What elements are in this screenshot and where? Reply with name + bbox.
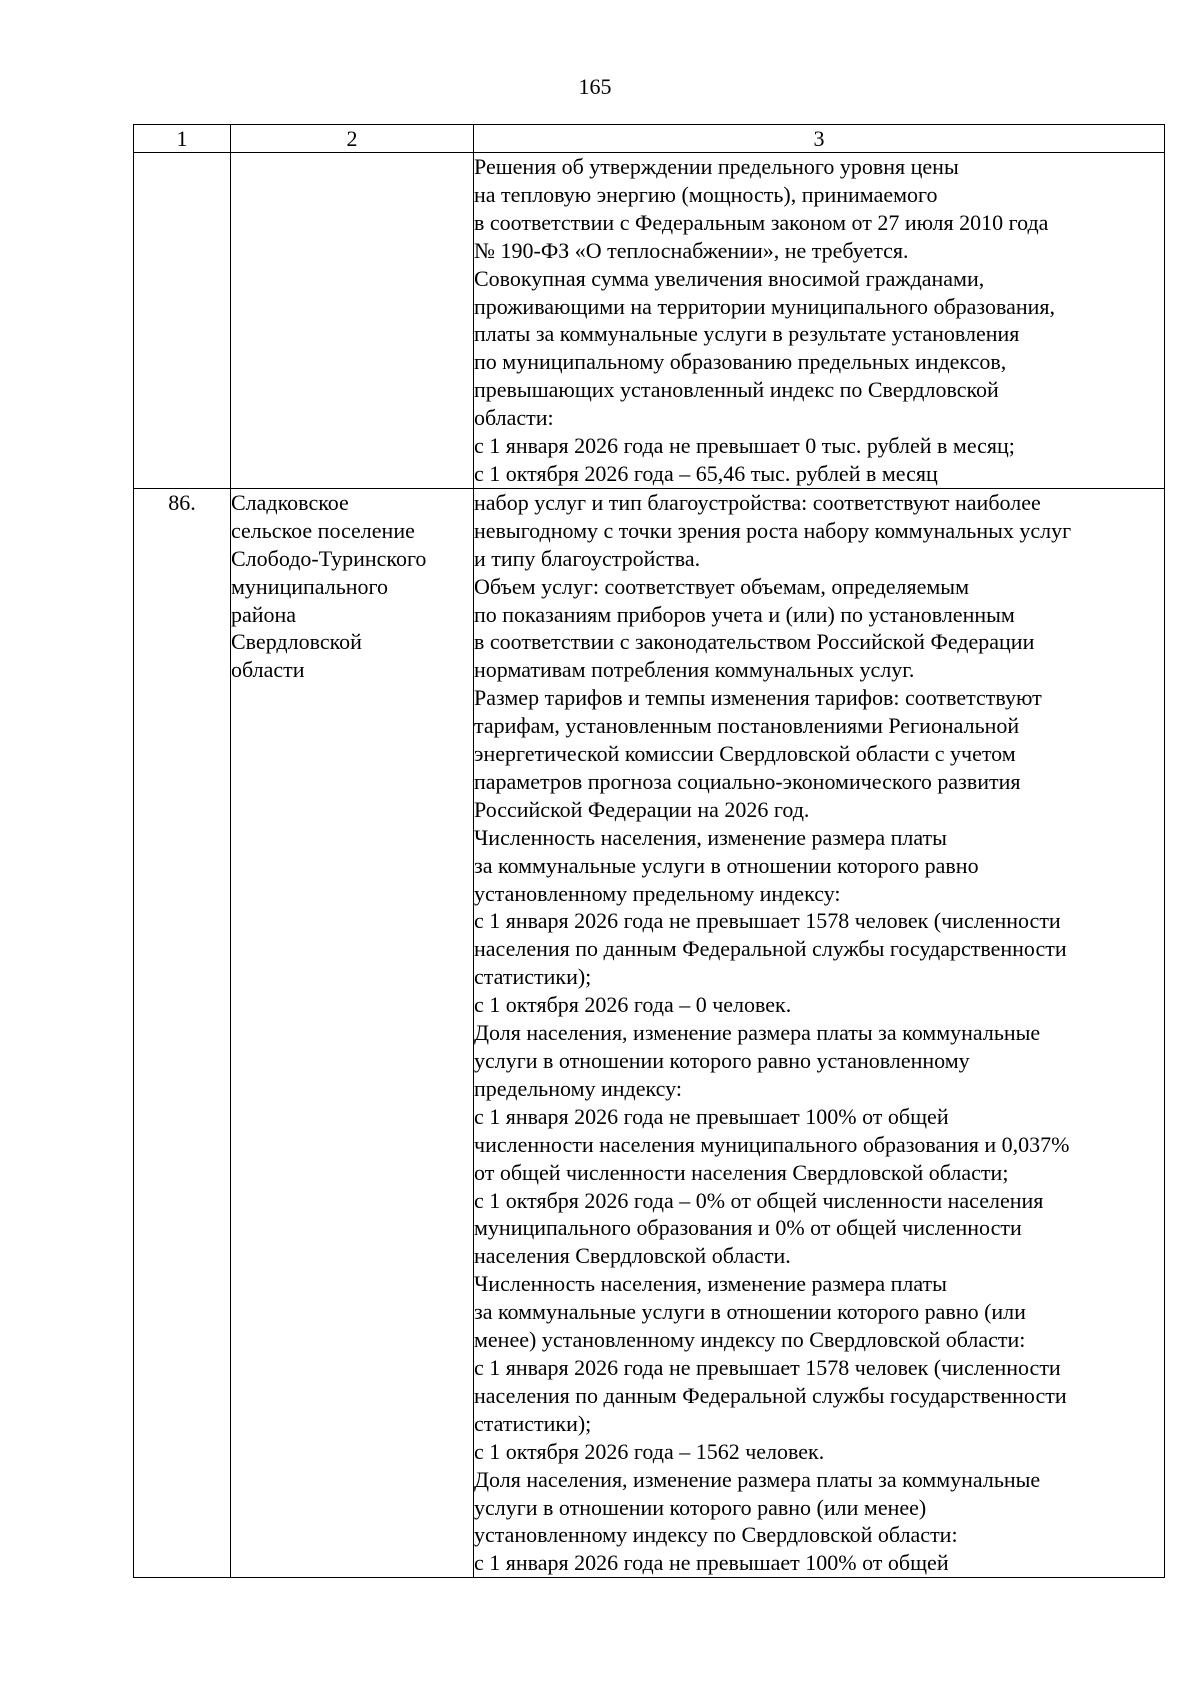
description-cell	[474, 153, 1165, 489]
text-line: предельному индексу:	[474, 1075, 682, 1101]
text-line: от общей численности населения Свердловской области;	[474, 1159, 1009, 1185]
text-line: Российской Федерации на 2026 год.	[474, 796, 810, 822]
text-line: населения по данным Федеральной службы государственности	[474, 1382, 1067, 1408]
text-line: с 1 октября 2026 года – 1562 человек.	[474, 1438, 825, 1464]
text-line: с 1 октября 2026 года – 0% от общей численности населения	[474, 1187, 1044, 1213]
text-line: области:	[474, 405, 554, 431]
text-line: Решения об утверждении предельного уровня цены	[474, 154, 959, 179]
text-line: Слободо-Туринского	[231, 545, 427, 571]
text-line: энергетической комиссии Свердловской области с учетом	[474, 741, 1016, 767]
text-line: установленному предельному индексу:	[474, 880, 841, 906]
text-line: Доля населения, изменение размера платы за коммунальные	[474, 1466, 1041, 1492]
text-line: невыгодному с точки зрения роста набору коммунальных услуг	[474, 517, 1072, 543]
text-line: с 1 октября 2026 года – 0 человек.	[474, 992, 792, 1018]
text-line: сельское поселение	[231, 517, 415, 543]
text-line: проживающими на территории муниципального образования,	[474, 293, 1056, 319]
row-number-cell: 86.	[134, 488, 231, 1577]
table-header-row	[134, 125, 1165, 153]
text-line: с 1 января 2026 года не превышает 1578 человек (численности	[474, 908, 1061, 934]
text-line: параметров прогноза социально-экономического развития	[474, 768, 1021, 794]
text-line: Численность населения, изменение размера платы	[474, 824, 947, 850]
text-line: установленному индексу по Свердловской области:	[474, 1522, 958, 1548]
text-line: за коммунальные услуги в отношении которого равно	[474, 852, 979, 878]
text-line: набор услуг и тип благоустройства: соответствуют наиболее	[474, 489, 1041, 515]
text-line: с 1 января 2026 года не превышает 100% от общей	[474, 1550, 949, 1576]
text-line: Размер тарифов и темпы изменения тарифов: соответствуют	[474, 685, 1042, 711]
text-line: услуги в отношении которого равно (или менее)	[474, 1494, 927, 1520]
header-cell-2: 2	[231, 125, 474, 153]
text-line: Свердловской	[231, 629, 362, 655]
text-line: муниципального	[231, 573, 389, 599]
text-line: с 1 января 2026 года не превышает 0 тыс. рублей в месяц;	[474, 433, 1015, 459]
text-line: муниципального образования и 0% от общей численности	[474, 1215, 1022, 1241]
text-line: Численность населения, изменение размера платы	[474, 1271, 947, 1297]
text-line: с 1 января 2026 года не превышает 1578 человек (численности	[474, 1354, 1061, 1380]
description-cell	[474, 488, 1165, 1577]
text-line: нормативам потребления коммунальных услуг.	[474, 657, 915, 683]
text-line: в соответствии с законодательством Российской Федерации	[474, 629, 1035, 655]
municipality-name-cell	[231, 153, 474, 489]
table-row	[134, 153, 1165, 489]
text-line: менее) установленному индексу по Свердловской области:	[474, 1327, 1026, 1353]
data-table	[133, 124, 1165, 1578]
text-line: на тепловую энергию (мощность), принимаемого	[474, 181, 938, 207]
header-cell-3: 3	[474, 125, 1165, 153]
text-line: населения Свердловской области.	[474, 1243, 791, 1269]
text-line: и типу благоустройства.	[474, 545, 701, 571]
row-number-cell	[134, 153, 231, 489]
text-line: № 190-ФЗ «О теплоснабжении», не требуется.	[474, 237, 909, 263]
text-line: Сладковское	[231, 489, 349, 515]
text-line: платы за коммунальные услуги в результате установления	[474, 321, 1020, 347]
text-line: населения по данным Федеральной службы государственности	[474, 936, 1067, 962]
text-line: Доля населения, изменение размера платы за коммунальные	[474, 1020, 1041, 1046]
text-line: за коммунальные услуги в отношении которого равно (или	[474, 1299, 1026, 1325]
page-number: 165	[578, 74, 612, 99]
municipality-name-cell	[231, 488, 474, 1577]
text-line: с 1 января 2026 года не превышает 100% от общей	[474, 1103, 949, 1129]
text-line: по муниципальному образованию предельных индексов,	[474, 349, 1007, 375]
text-line: статистики);	[474, 1410, 592, 1436]
text-line: области	[231, 657, 305, 683]
text-line: по показаниям приборов учета и (или) по установленным	[474, 601, 1015, 627]
text-line: Объем услуг: соответствует объемам, определяемым	[474, 573, 970, 599]
text-line: численности населения муниципального образования и 0,037%	[474, 1131, 1070, 1157]
text-line: района	[231, 601, 297, 627]
text-line: услуги в отношении которого равно установленному	[474, 1048, 970, 1073]
text-line: тарифам, установленным постановлениями Региональной	[474, 713, 1020, 739]
text-line: превышающих установленный индекс по Свердловской	[474, 377, 999, 403]
text-line: в соответствии с Федеральным законом от 27 июля 2010 года	[474, 209, 1049, 235]
text-line: Совокупная сумма увеличения вносимой гражданами,	[474, 265, 985, 291]
text-line: статистики);	[474, 964, 592, 990]
text-line: с 1 октября 2026 года – 65,46 тыс. рублей в месяц	[474, 460, 938, 486]
header-cell-1: 1	[134, 125, 231, 153]
table-row	[134, 488, 1165, 1577]
